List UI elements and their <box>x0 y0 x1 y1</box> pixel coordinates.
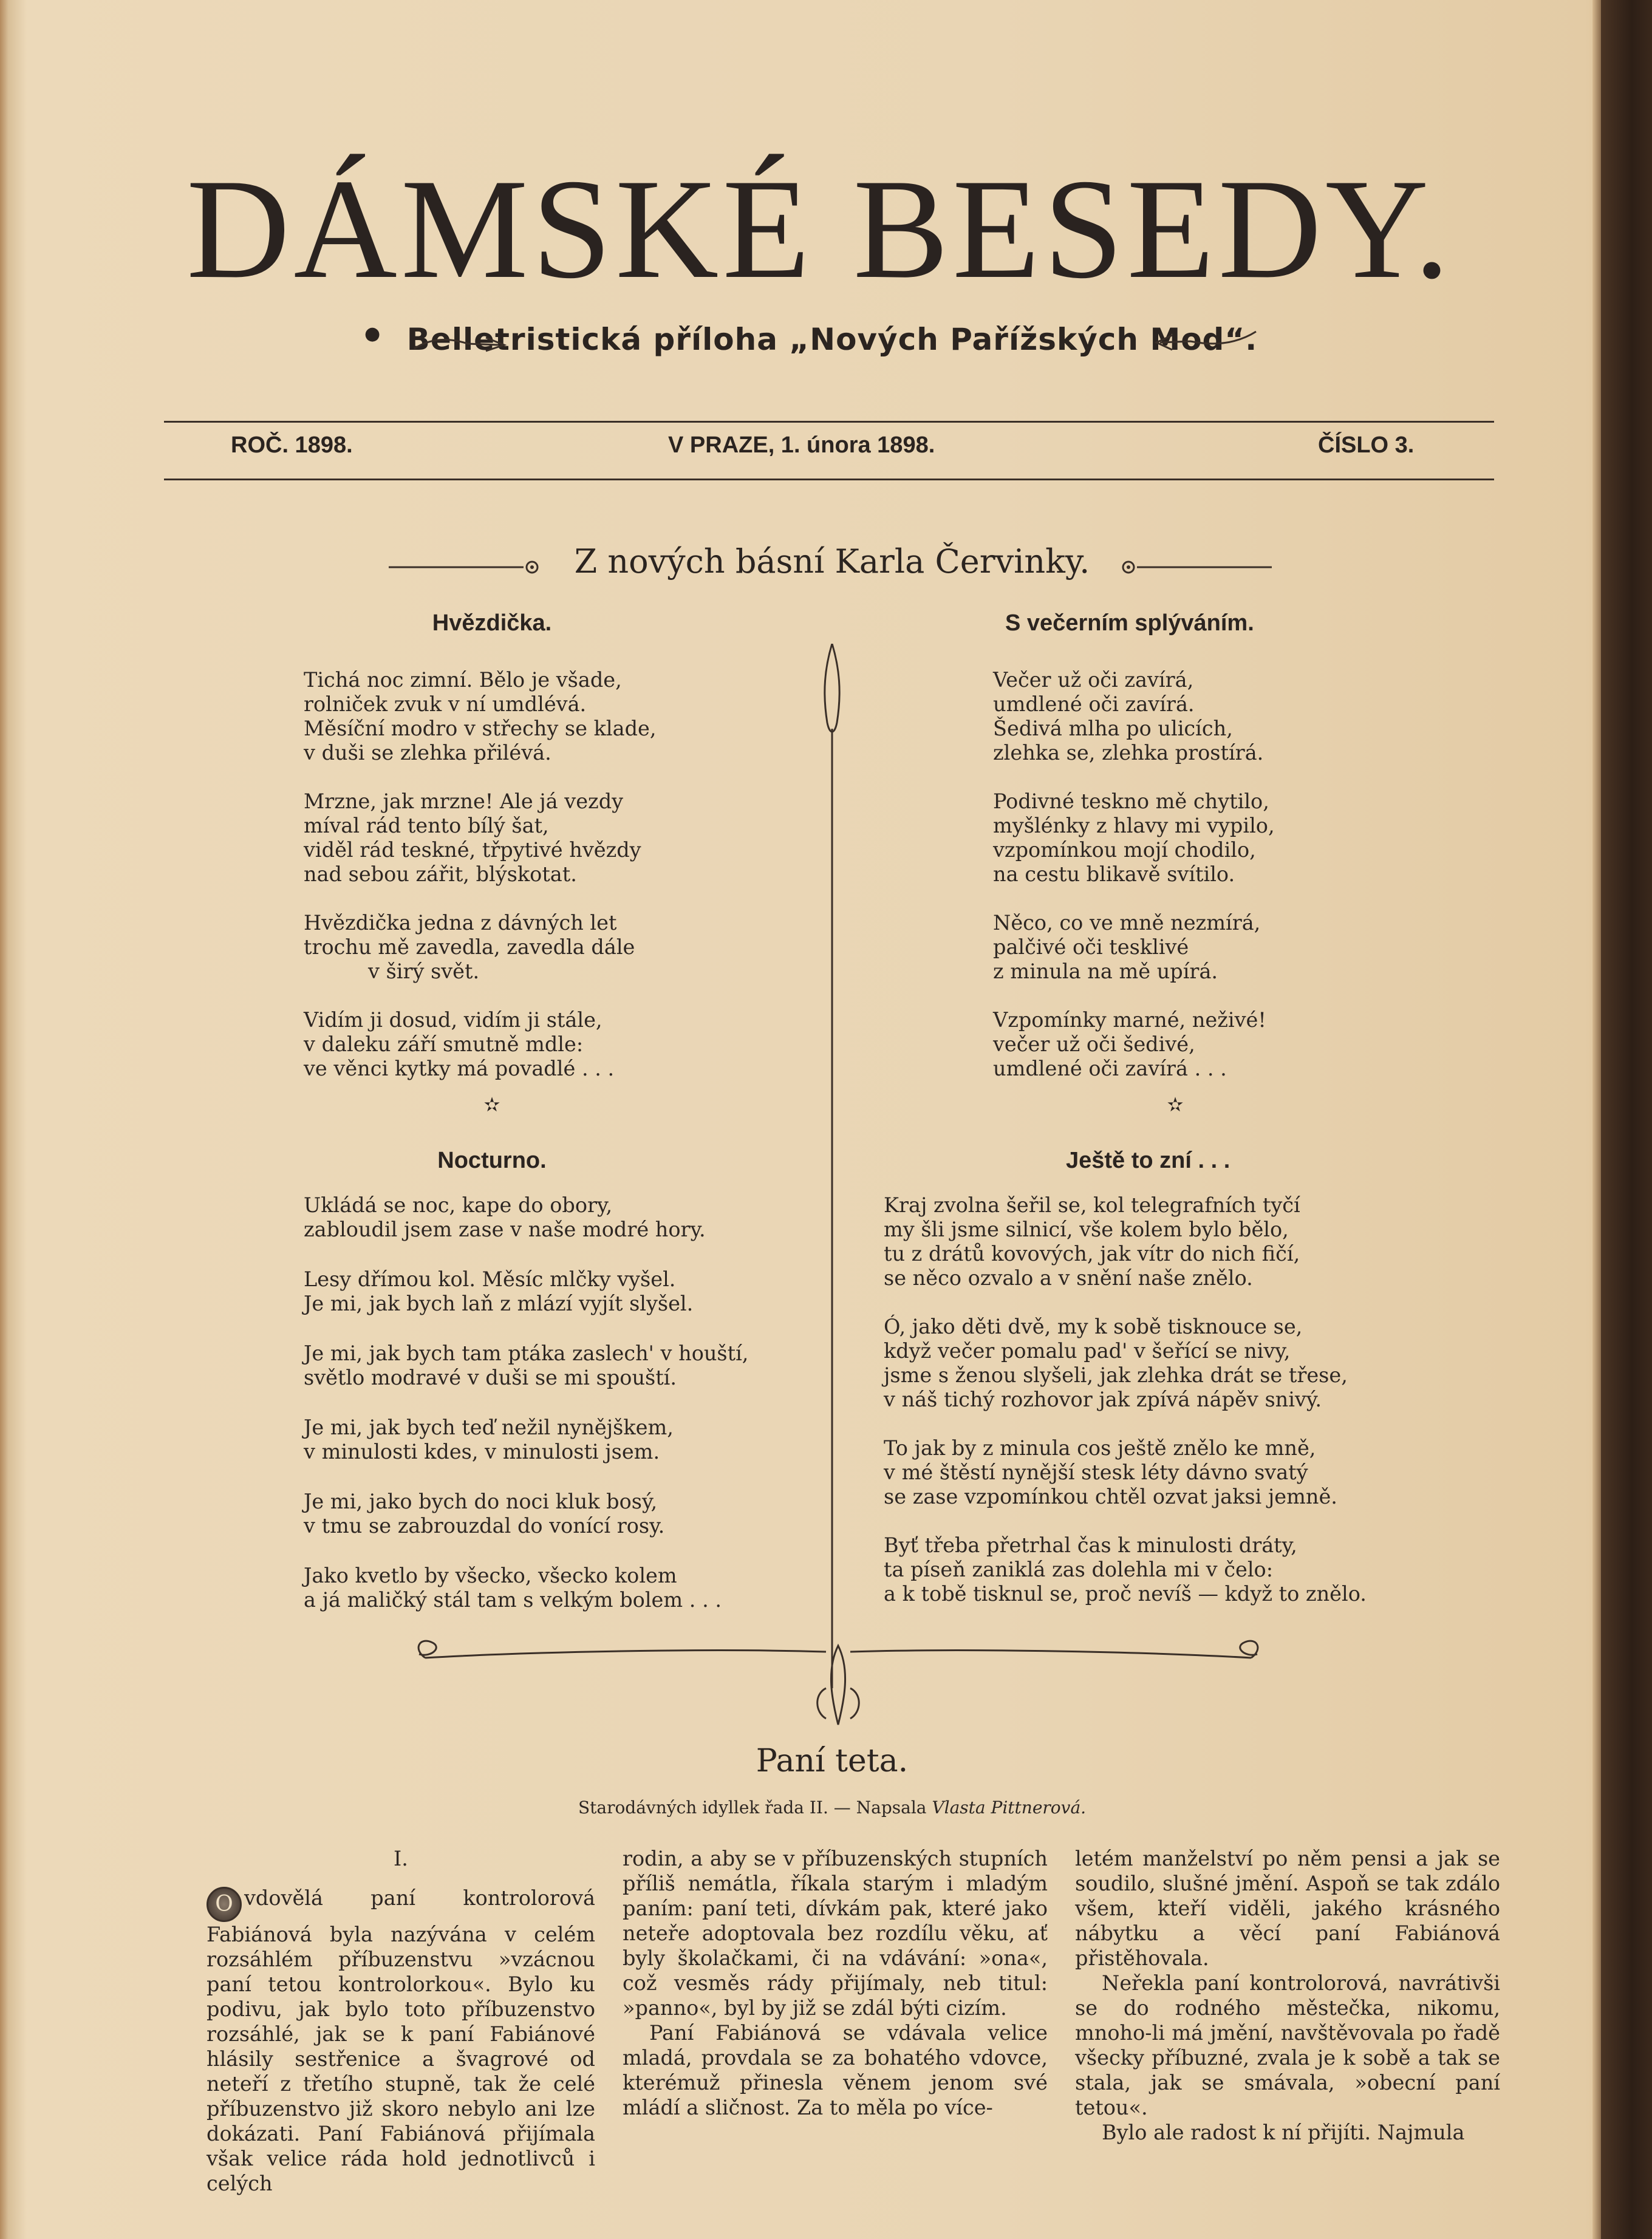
place-date: V PRAZE, 1. února 1898. <box>668 432 935 458</box>
stanza <box>304 1341 753 1390</box>
verse-line: zlehka se, zlehka prostírá. <box>993 741 1264 765</box>
drop-cap-ornament: O <box>206 1887 242 1922</box>
verse-line: se něco ozvalo a v snění naše znělo. <box>884 1266 1253 1290</box>
verse-line: Vidím ji dosud, vidím ji stále, <box>304 1008 602 1032</box>
poem-body <box>304 1193 753 1612</box>
verse-line: když večer pomalu pad' v šeřící se nivy, <box>884 1339 1291 1363</box>
stanza <box>304 1416 753 1464</box>
stanza <box>884 1193 1467 1290</box>
paragraph: letém manželství po něm pensi a jak se soudilo, slušné jmění. Aspoň se tak zdálo všem, kteří viděli, jakého krásného nábytku a věcí paní Fabiánová přistěhovala. <box>1075 1847 1500 1970</box>
masthead-subtitle <box>316 322 1348 357</box>
stanza <box>304 789 680 887</box>
verse-line: rolniček zvuk v ní umdlévá. <box>304 692 587 716</box>
verse-line: v daleku září smutně mdle: <box>304 1032 584 1056</box>
subtitle-text: Belletristická příloha „Nových Pařížských Mod“. <box>406 322 1258 357</box>
verse-line: vzpomínkou mojí chodilo, <box>993 838 1256 862</box>
verse-line: Kraj zvolna šeřil se, kol telegrafních tyčí <box>884 1193 1300 1217</box>
verse-line: viděl rád teskné, třpytivé hvězdy <box>304 838 641 862</box>
book-spine <box>1601 0 1652 2239</box>
verse-line: Mrzne, jak mrzne! Ale já vezdy <box>304 789 624 813</box>
poem-body <box>884 1193 1467 1606</box>
star-ornament: ✫ <box>483 1093 500 1116</box>
column-divider <box>814 644 850 1725</box>
poem-title: Hvězdička. <box>432 610 552 636</box>
story-byline <box>425 1798 1239 1818</box>
verse-line: Šedivá mlha po ulicích, <box>993 717 1233 740</box>
verse-line: palčivé oči tesklivé <box>993 935 1189 959</box>
verse-line: tu z drátů kovových, jak vítr do nich fičí, <box>884 1242 1300 1266</box>
verse-line: trochu mě zavedla, zavedla dále <box>304 935 635 959</box>
verse-line: se zase vzpomínkou chtěl ozvat jaksi jemně. <box>884 1485 1337 1508</box>
verse-line: nad sebou zářit, blýskotat. <box>304 862 577 886</box>
verse-line: umdlené oči zavírá . . . <box>993 1057 1227 1080</box>
masthead-title: DÁMSKÉ BESEDY. <box>186 150 1453 308</box>
verse-line: Hvězdička jedna z dávných let <box>304 911 617 935</box>
verse-line: myšlénky z hlavy mi vypilo, <box>993 814 1275 837</box>
verse-line: Lesy dřímou kol. Měsíc mlčky vyšel. <box>304 1267 676 1291</box>
paragraph: rodin, a aby se v příbuzenských stupních příliš nemátla, říkala starým i mladým paním: paní teti, dívkám pak, které jako neteře adoptovala bez rozdílu věku, ať byly školačkami, či na vdávání: »ona«, což vesměs rády přijímaly, neb titul: »panno«, byl by již se zdál býti cizím. <box>623 1847 1048 2020</box>
story-column-3 <box>1075 1846 1500 2145</box>
bottom-flourish-ornament <box>407 1634 1269 1731</box>
stanza <box>304 1490 753 1538</box>
chapter-number: I. <box>394 1847 408 1870</box>
poem-title: Nocturno. <box>437 1148 547 1173</box>
right-flourish-arrow <box>1154 328 1257 352</box>
poem-s-vecernim-splyvanim <box>993 610 1370 1116</box>
story-title: Paní teta. <box>756 1743 909 1779</box>
header-rule-top <box>164 421 1494 423</box>
page-edge <box>1592 0 1601 2239</box>
poem-body <box>304 668 680 1081</box>
verse-line: Je mi, jak bych teď nežil nynějškem, <box>304 1416 674 1439</box>
verse-line: Byť třeba přetrhal čas k minulosti dráty, <box>884 1533 1297 1557</box>
verse-line: a já maličký stál tam s velkým bolem . . . <box>304 1588 722 1612</box>
verse-line: umdlené oči zavírá. <box>993 692 1195 716</box>
volume-label: ROČ. 1898. <box>231 432 353 458</box>
stanza <box>993 789 1370 887</box>
poem-nocturno <box>304 1148 753 1637</box>
verse-line: Měsíční modro v střechy se klade, <box>304 717 657 740</box>
paragraph <box>206 1886 595 2196</box>
verse-line: Je mi, jak bych tam ptáka zaslech' v houští, <box>304 1341 749 1365</box>
left-flourish-arrow <box>413 332 510 356</box>
stanza <box>304 1267 753 1316</box>
section-ornament-right <box>1118 559 1275 577</box>
stanza <box>884 1533 1467 1606</box>
verse-line: večer už oči šedivé, <box>993 1032 1195 1056</box>
stanza <box>993 1008 1370 1081</box>
paragraph: Bylo ale radost k ní přijíti. Najmula <box>1102 2121 1465 2144</box>
verse-line: ta píseň zaniklá zas dolehla mi v čelo: <box>884 1558 1274 1581</box>
poem-jeste-to-zni <box>884 1148 1467 1631</box>
verse-line: Ukládá se noc, kape do obory, <box>304 1193 613 1217</box>
stanza <box>304 1008 680 1081</box>
section-ornament-left <box>389 559 547 577</box>
poem-title: S večerním splýváním. <box>1005 610 1254 636</box>
author-name: Vlasta Pittnerová. <box>932 1798 1087 1818</box>
stanza <box>884 1436 1467 1509</box>
story-column-2 <box>623 1846 1048 2120</box>
verse-line: zabloudil jsem zase v naše modré hory. <box>304 1218 706 1241</box>
byline-prefix: Starodávných idyllek řada II. — Napsala <box>578 1798 927 1818</box>
verse-line: Ó, jako děti dvě, my k sobě tisknouce se, <box>884 1315 1303 1338</box>
paragraph-text: vdovělá paní kontrolorová Fabiánová byla nazývána v celém rozsáhlém příbuzenstvu »vzácnou paní tetou kontrolorkou«. Bylo ku podivu, jak bylo toto příbuzenstvo rozsáhlé, jak se k paní Fabiánové hlásily sestřenice a švagrové od neteří z třetího stupně, tak že celé příbuzenstvo již skoro nebylo ani lze dokázati. Paní Fabiánová přijímala však velice ráda hold jednotlivců i celých <box>206 1886 595 2195</box>
verse-line: ve věnci kytky má povadlé . . . <box>304 1057 615 1080</box>
stanza <box>304 911 680 984</box>
verse-line: v minulosti kdes, v minulosti jsem. <box>304 1440 660 1464</box>
verse-line: Tichá noc zimní. Bělo je všade, <box>304 668 622 692</box>
verse-line: v mé štěstí nynější stesk léty dávno svatý <box>884 1460 1308 1484</box>
verse-line: Vzpomínky marné, neživé! <box>993 1008 1266 1032</box>
verse-line: Je mi, jako bych do noci kluk bosý, <box>304 1490 658 1513</box>
verse-line: světlo modravé v duši se mi spouští. <box>304 1366 677 1389</box>
verse-line: na cestu blikavě svítilo. <box>993 862 1235 886</box>
stanza <box>304 668 680 765</box>
verse-line: Něco, co ve mně nezmírá, <box>993 911 1261 935</box>
issue-number: ČÍSLO 3. <box>1318 432 1415 458</box>
verse-line: my šli jsme silnicí, vše kolem bylo bělo, <box>884 1218 1289 1241</box>
verse-line: Je mi, jak bych laň z mlází vyjít slyšel. <box>304 1292 694 1315</box>
stanza <box>884 1315 1467 1412</box>
verse-line: z minula na mě upírá. <box>993 959 1218 983</box>
paragraph: Paní Fabiánová se vdávala velice mladá, provdala se za bohatého vdovce, kterémuž přinesla věnem jenom své mládí a sličnost. Za to měla po více- <box>623 2021 1048 2119</box>
stanza <box>993 911 1370 984</box>
verse-line: Podivné teskno mě chytilo, <box>993 789 1269 813</box>
verse-line: a k tobě tisknul se, proč nevíš — když to znělo. <box>884 1582 1367 1606</box>
verse-line: v širý svět. <box>368 959 480 983</box>
header-rule-bottom <box>164 479 1494 480</box>
poems-section-title: Z nových básní Karla Červinky. <box>574 542 1090 581</box>
star-ornament: ✫ <box>1167 1093 1184 1116</box>
verse-line: To jak by z minula cos ještě znělo ke mně, <box>884 1436 1316 1460</box>
story-column-1 <box>206 1846 595 2196</box>
verse-line: Večer už oči zavírá, <box>993 668 1194 692</box>
stanza <box>304 1564 753 1612</box>
verse-line: míval rád tento bílý šat, <box>304 814 549 837</box>
verse-line: jsme s ženou slyšeli, jak zlehka drát se třese, <box>884 1363 1348 1387</box>
poem-hvezdicka <box>304 610 680 1116</box>
verse-line: v tmu se zabrouzdal do vonící rosy. <box>304 1514 665 1538</box>
verse-line: Jako kvetlo by všecko, všecko kolem <box>304 1564 677 1587</box>
paragraph: Neřekla paní kontrolorová, navrátivši se do rodného městečka, nikomu, mnoho-li má jmění, navštěvovala po řadě všecky příbuzné, zvala je k sobě a tak se stala, jak se smávala, »obecní paní tetou«. <box>1075 1971 1500 2119</box>
poem-body <box>993 668 1370 1081</box>
poem-title: Ještě to zní . . . <box>1066 1148 1230 1173</box>
stanza <box>993 668 1370 765</box>
stanza <box>304 1193 753 1242</box>
verse-line: v duši se zlehka přilévá. <box>304 741 551 765</box>
bullet-dot: ● <box>364 323 381 344</box>
verse-line: v náš tichý rozhovor jak zpívá nápěv snivý. <box>884 1388 1322 1411</box>
